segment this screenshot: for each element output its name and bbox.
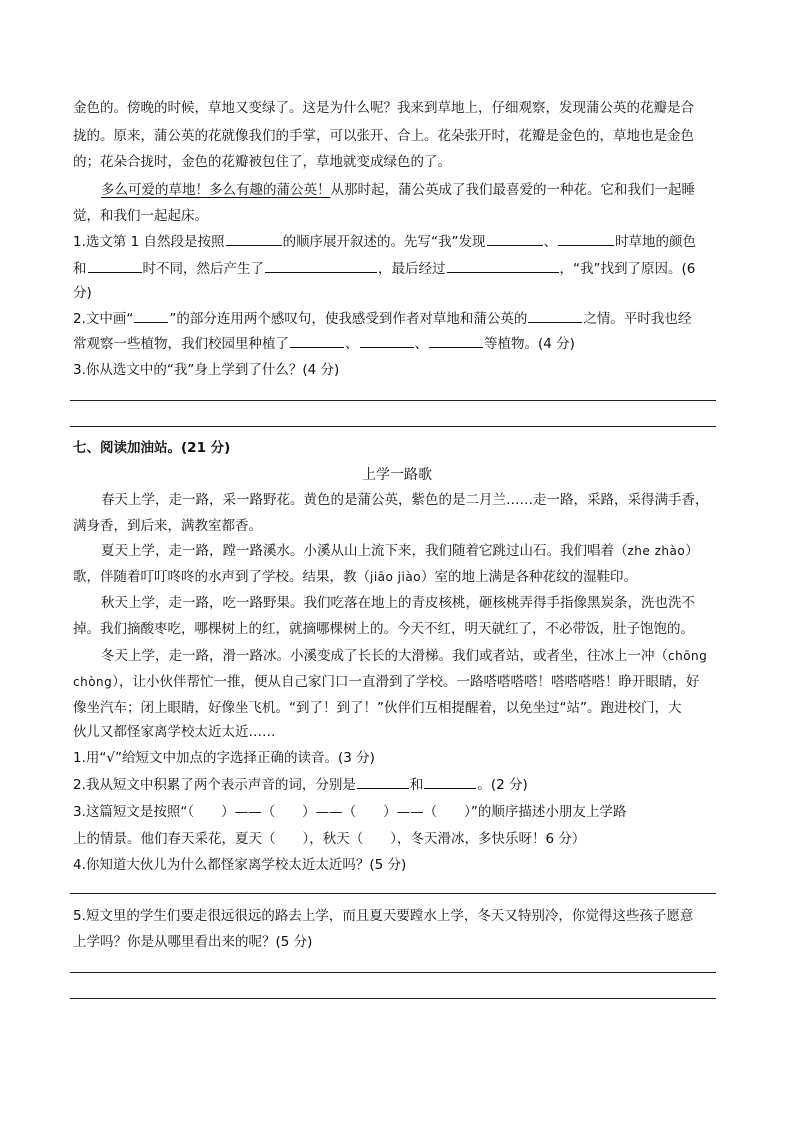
answer-blank[interactable] [487, 232, 543, 246]
passage-text: ） [685, 543, 699, 559]
question-text: ”的部分连用两个感叹句，使我感受到作者对草地和蒲公英的 [169, 311, 528, 327]
question-text: 1.选文第 1 自然段是按照 [73, 234, 225, 250]
answer-blank[interactable] [226, 232, 282, 246]
passage-line: 的；花朵合拢时，金色的花瓣被包住了，草地就变成绿色的了。 [73, 154, 451, 170]
passage-line [101, 646, 733, 666]
question-text: 和 [409, 777, 424, 793]
question-text: 2.文中画“ [73, 311, 134, 327]
pinyin-options: jiāo jiào [370, 570, 422, 584]
passage-line: 伙儿又都怪家离学校太近太近…… [73, 724, 276, 740]
answer-blank[interactable] [357, 775, 409, 789]
answer-blank[interactable] [429, 334, 483, 348]
question-text: 。(2 分) [477, 777, 528, 793]
pinyin-options: zhe zhào [627, 544, 686, 558]
answer-blank[interactable] [558, 232, 614, 246]
question-text: 时不同，然后产生了 [142, 261, 264, 277]
answer-line[interactable] [70, 400, 716, 401]
question-text: 等植物。(4 分) [484, 336, 575, 352]
passage-line: 金色的。傍晚的时候，草地又变绿了。这是为什么呢？我来到草地上，仔细观察，发现蒲公英的花瓣是合 [73, 100, 694, 116]
answer-blank[interactable] [360, 334, 414, 348]
question-text: 、 [345, 336, 359, 352]
passage-line [101, 541, 733, 561]
answer-blank[interactable] [88, 259, 142, 273]
question-text: 和 [73, 261, 87, 277]
answer-blank[interactable] [447, 259, 559, 273]
question-1 [73, 232, 733, 252]
question-1-cont [73, 259, 733, 279]
passage-line: 春天上学，走一路，采一路野花。黄色的是蒲公英，紫色的是二月兰……走一路，采路，采得满手香， [101, 492, 709, 508]
question-b5-cont: 上学吗？你是从哪里看出来的呢？(5 分) [73, 934, 313, 950]
passage-line [101, 180, 733, 200]
question-text: 的顺序展开叙述的。先写“我”发现 [282, 234, 486, 250]
question-text: 、 [543, 234, 558, 250]
answer-blank[interactable] [424, 775, 476, 789]
passage-line: 掉。我们摘酸枣吃，哪棵树上的红，就摘哪棵树上的。今天不红，明天就红了，不必带饭，肚子饱饱的。 [73, 621, 694, 637]
passage-line: 满身香，到后来，满教室都香。 [73, 518, 262, 534]
question-3: 3.你从选文中的“我”身上学到了什么？(4 分) [73, 362, 340, 378]
answer-blank[interactable] [528, 309, 582, 323]
question-2 [73, 309, 733, 329]
answer-line[interactable] [70, 998, 716, 999]
passage-text: ），让小伙伴帮忙一推，便从自己家门口一直滑到了学校。一路嗒嗒嗒嗒！嗒嗒嗒嗒！睁开眼睛，好 [112, 674, 700, 690]
question-text: 2.我从短文中积累了两个表示声音的词，分别是 [73, 777, 356, 793]
question-text: 、 [414, 336, 428, 352]
question-text: 常观察一些植物，我们校园里种植了 [73, 336, 289, 352]
pinyin-option: chōng [668, 649, 708, 663]
answer-blank[interactable] [265, 259, 377, 273]
question-text: ，“我”找到了原因。(6 [559, 261, 696, 277]
underline-sample [134, 309, 168, 323]
question-b1: 1.用“√”给短文中加点的字选择正确的读音。(3 分) [73, 750, 375, 766]
question-text: 时草地的颜色 [615, 234, 697, 250]
passage-text: 冬天上学，走一路，滑一路冰。小溪变成了长长的大滑梯。我们或者站，或者坐，往冰上一冲（ [101, 648, 668, 664]
section-heading: 七、阅读加油站。(21 分) [73, 440, 231, 456]
question-2-cont [73, 334, 733, 354]
answer-line[interactable] [70, 972, 716, 973]
answer-line[interactable] [70, 426, 716, 427]
passage-text: 夏天上学，走一路，蹚一路溪水。小溪从山上流下来，我们随着它跳过山石。我们唱着（ [101, 543, 628, 559]
passage-line: 拢的。原来，蒲公英的花就像我们的手掌，可以张开、合上。花朵张开时，花瓣是金色的，草地也是金色 [73, 128, 694, 144]
question-text: 之情。平时我也经 [583, 311, 692, 327]
question-b4: 4.你知道大伙儿为什么都怪家离学校太近太近吗？(5 分) [73, 857, 407, 873]
pinyin-option: chòng [73, 675, 113, 689]
passage-line [73, 672, 733, 692]
passage-line: 秋天上学，走一路，吃一路野果。我们吃落在地上的青皮核桃，砸核桃弄得手指像黑炭条，洗也洗不 [101, 595, 695, 611]
question-b3: 3.这篇短文是按照“（ ）——（ ）——（ ）——（ ）”的顺序描述小朋友上学路 [73, 804, 627, 820]
passage-line: 像坐汽车；闭上眼睛，好像坐飞机。“到了！到了！”伙伴们互相提醒着，以免坐过“站”。跑进校门，大 [73, 700, 682, 716]
question-b2 [73, 775, 733, 795]
passage-line: 觉，和我们一起起床。 [73, 208, 208, 224]
question-b5: 5.短文里的学生们要走很远很远的路去上学，而且夏天要蹚水上学，冬天又特别冷，你觉得这些孩子愿意 [73, 908, 694, 924]
question-1-score: 分) [73, 285, 92, 301]
passage-text: 歌，伴随着叮叮咚咚的水声到了学校。结果，教（ [73, 569, 370, 585]
answer-blank[interactable] [290, 334, 344, 348]
passage-line [73, 567, 733, 587]
underlined-exclamations: 多么可爱的草地！多么有趣的蒲公英！ [101, 182, 331, 198]
passage-title: 上学一路歌 [362, 467, 432, 483]
passage-text: 从那时起，蒲公英成了我们最喜爱的一种花。它和我们一起睡 [330, 182, 695, 198]
passage-text: ）室的地上满是各种花纹的湿鞋印。 [421, 569, 638, 585]
answer-line[interactable] [70, 893, 716, 894]
question-text: ，最后经过 [378, 261, 446, 277]
question-b3-cont: 上的情景。他们春天采花，夏天（ ），秋天（ ），冬天滑冰，多快乐呀！6 分） [73, 831, 586, 847]
